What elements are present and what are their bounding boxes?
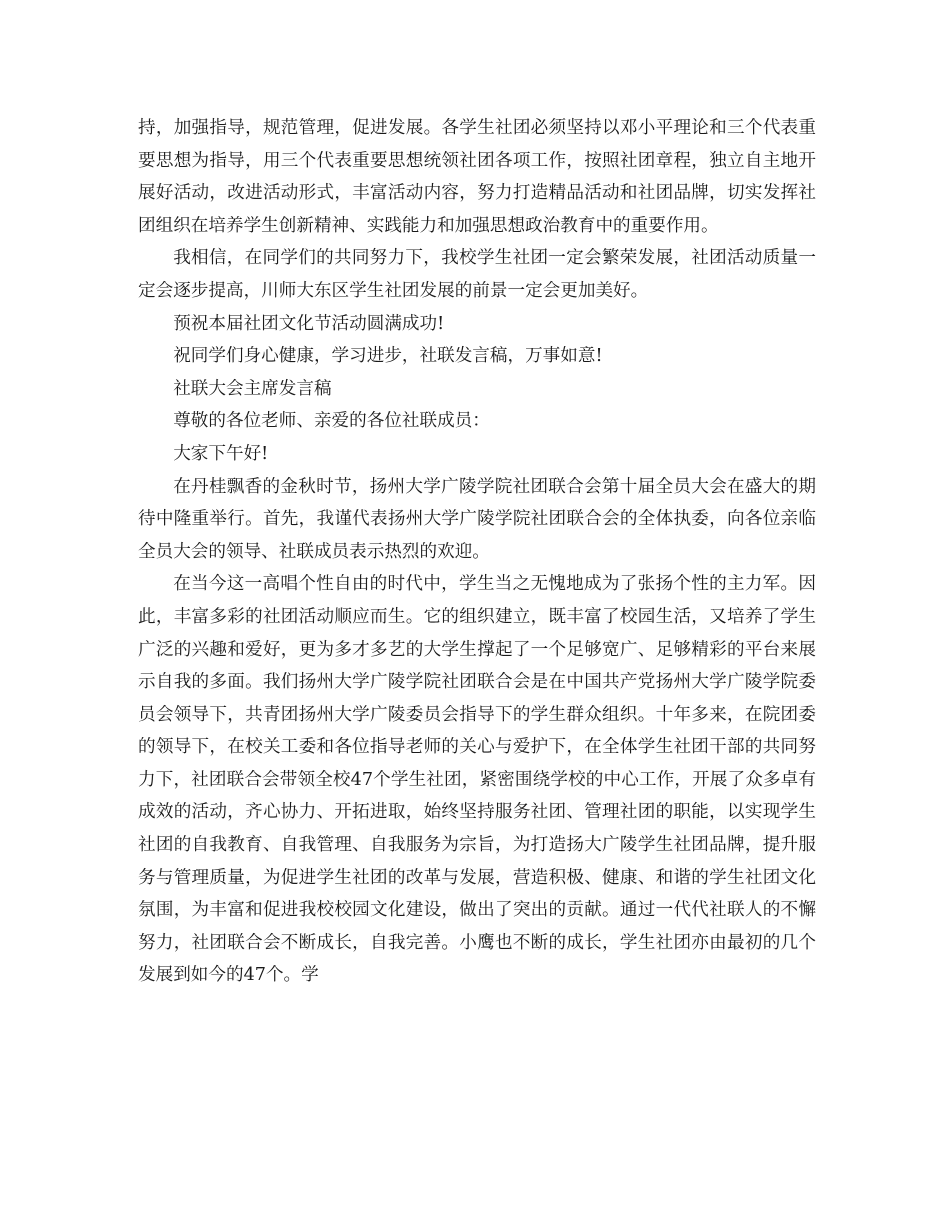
document-body xyxy=(138,112,816,992)
paragraph-2: 我相信，在同学们的共同努力下，我校学生社团一定会繁荣发展，社团活动质量一定会逐步提高，川师大东区学生社团发展的前景一定会更加美好。 xyxy=(138,248,816,301)
paragraph-7: 大家下午好! xyxy=(173,443,269,464)
paragraph-9: 在当今这一高唱个性自由的时代中，学生当之无愧地成为了张扬个性的主力军。因此，丰富多彩的社团活动顺应而生。它的组织建立，既丰富了校园生活，又培养了学生广泛的兴趣和爱好，更为多才多艺的大学生撑起了一个足够宽广、足够精彩的平台来展示自我的多面。我们扬州大学广陵学院社团联合会是在中国共产党扬州大学广陵学院委员会领导下，共青团扬州大学广陵委员会指导下的学生群众组织。十年多来，在院团委的领导下，在校关工委和各位指导老师的关心与爱护下，在全体学生社团干部的共同努力下，社团联合会带领全校47个学生社团，紧密围绕学校的中心工作，开展了众多卓有成效的活动，齐心协力、开拓进取，始终坚持服务社团、管理社团的职能，以实现学生社团的自我教育、自我管理、自我服务为宗旨，为打造扬大广陵学生社团品牌，提升服务与管理质量，为促进学生社团的改革与发展，营造积极、健康、和谐的学生社团文化氛围，为丰富和促进我校校园文化建设，做出了突出的贡献。通过一代代社联人的不懈努力，社团联合会不断成长，自我完善。小鹰也不断的成长，学生社团亦由最初的几个发展到如今的47个。学 xyxy=(138,574,816,986)
paragraph-8: 在丹桂飘香的金秋时节，扬州大学广陵学院社团联合会第十届全员大会在盛大的期待中隆重举行。首先，我谨代表扬州大学广陵学院社团联合会的全体执委，向各位亲临全员大会的领导、社联成员表示热烈的欢迎。 xyxy=(138,476,816,562)
paragraph-1: 持，加强指导，规范管理，促进发展。各学生社团必须坚持以邓小平理论和三个代表重要思想为指导，用三个代表重要思想统领社团各项工作，按照社团章程，独立自主地开展好活动，改进活动形式，丰富活动内容，努力打造精品活动和社团品牌，切实发挥社团组织在培养学生创新精神、实践能力和加强思想政治教育中的重要作用。 xyxy=(138,118,816,236)
paragraph-4: 祝同学们身心健康，学习进步，社联发言稿，万事如意! xyxy=(173,346,603,367)
paragraph-6: 尊敬的各位老师、亲爱的各位社联成员： xyxy=(173,411,490,432)
paragraph-3: 预祝本届社团文化节活动圆满成功! xyxy=(173,313,445,334)
paragraph-5: 社联大会主席发言稿 xyxy=(173,378,332,399)
